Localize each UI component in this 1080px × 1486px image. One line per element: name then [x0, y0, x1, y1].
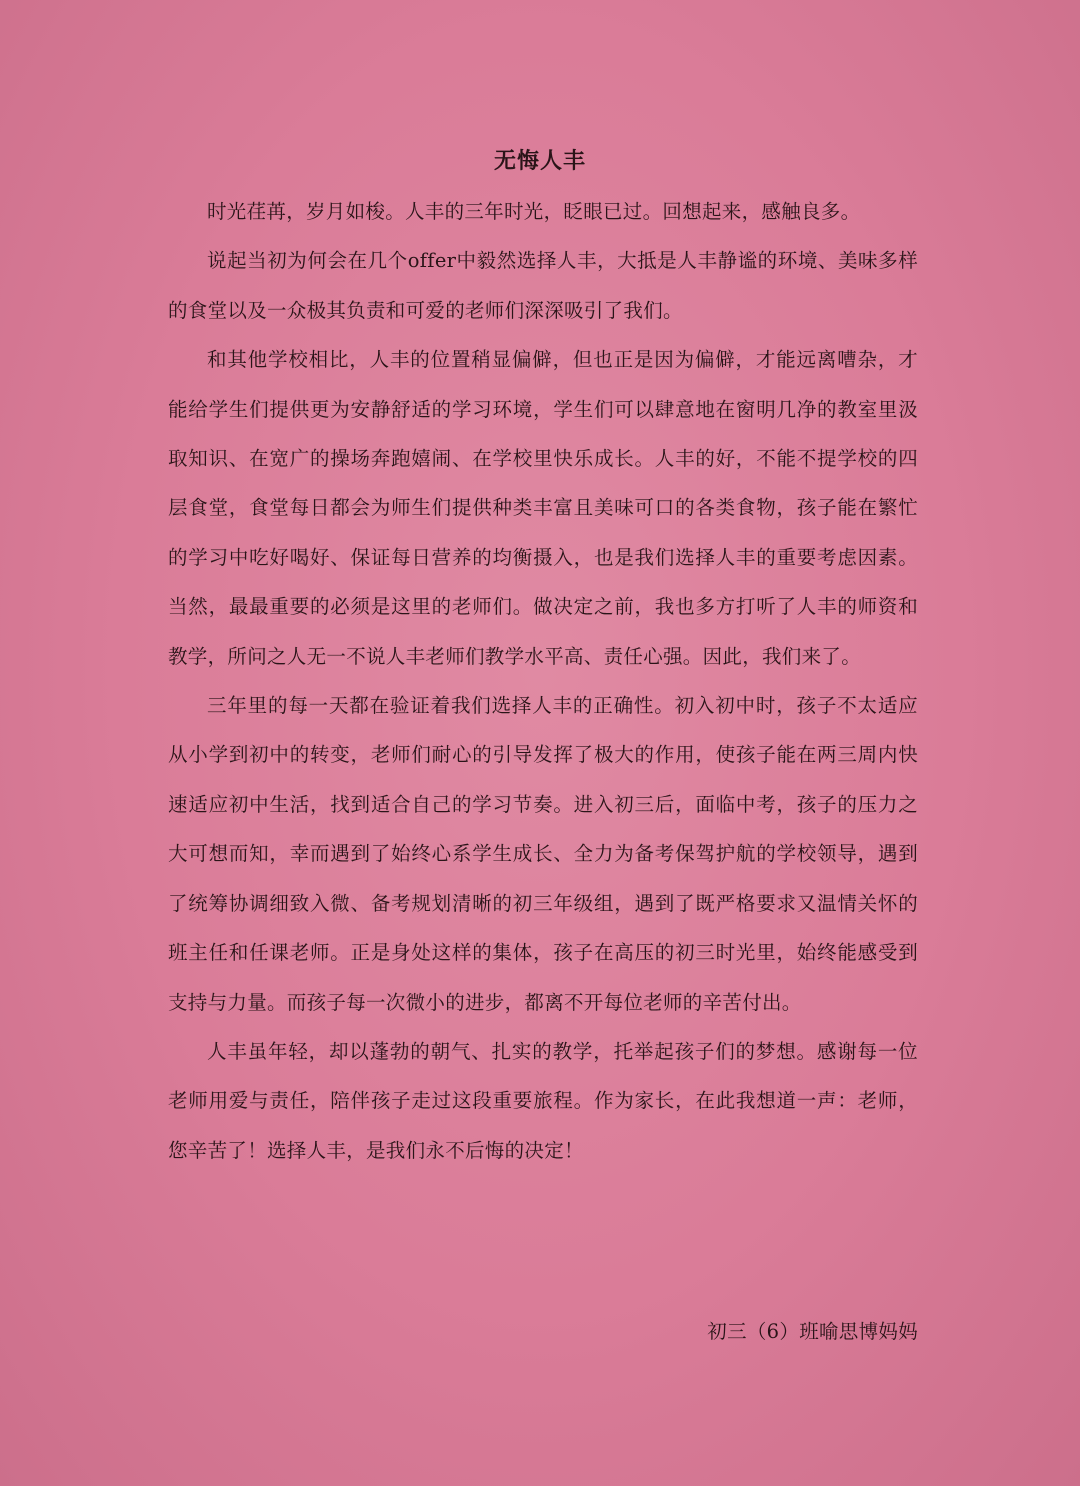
paragraph-3: 和其他学校相比，人丰的位置稍显偏僻，但也正是因为偏僻，才能远离嘈杂，才能给学生们提供更为安静舒适的学习环境，学生们可以肆意地在窗明几净的教室里汲取知识、在宽广的操场奔跑嬉闹、在学校里快乐成长。人丰的好，不能不提学校的四层食堂，食堂每日都会为师生们提供种类丰富且美味可口的各类食物，孩子能在繁忙的学习中吃好喝好、保证每日营养的均衡摄入，也是我们选择人丰的重要考虑因素。当然，最最重要的必须是这里的老师们。做决定之前，我也多方打听了人丰的师资和教学，所问之人无一不说人丰老师们教学水平高、责任心强。因此，我们来了。	[168, 348, 918, 668]
paragraph-1: 时光荏苒，岁月如梭。人丰的三年时光，眨眼已过。回想起来，感触良多。	[207, 200, 861, 223]
paragraph-2: 说起当初为何会在几个offer中毅然选择人丰，大抵是人丰静谧的环境、美味多样的食堂以及一众极其负责和可爱的老师们深深吸引了我们。	[168, 249, 918, 322]
paragraph-4: 三年里的每一天都在验证着我们选择人丰的正确性。初入初中时，孩子不太适应从小学到初中的转变，老师们耐心的引导发挥了极大的作用，使孩子能在两三周内快速适应初中生活，找到适合自己的学习节奏。进入初三后，面临中考，孩子的压力之大可想而知，幸而遇到了始终心系学生成长、全力为备考保驾护航的学校领导，遇到了统筹协调细致入微、备考规划清晰的初三年级组，遇到了既严格要求又温情关怀的班主任和任课老师。正是身处这样的集体，孩子在高压的初三时光里，始终能感受到支持与力量。而孩子每一次微小的进步，都离不开每位老师的辛苦付出。	[168, 694, 918, 1014]
letter-body	[168, 187, 918, 1175]
paragraph-5: 人丰虽年轻，却以蓬勃的朝气、扎实的教学，托举起孩子们的梦想。感谢每一位老师用爱与责任，陪伴孩子走过这段重要旅程。作为家长，在此我想道一声：老师，您辛苦了！选择人丰，是我们永不后悔的决定！	[168, 1039, 918, 1162]
letter-title: 无悔人丰	[493, 148, 586, 174]
letter-signature: 初三（6）班喻思博妈妈	[707, 1320, 918, 1343]
